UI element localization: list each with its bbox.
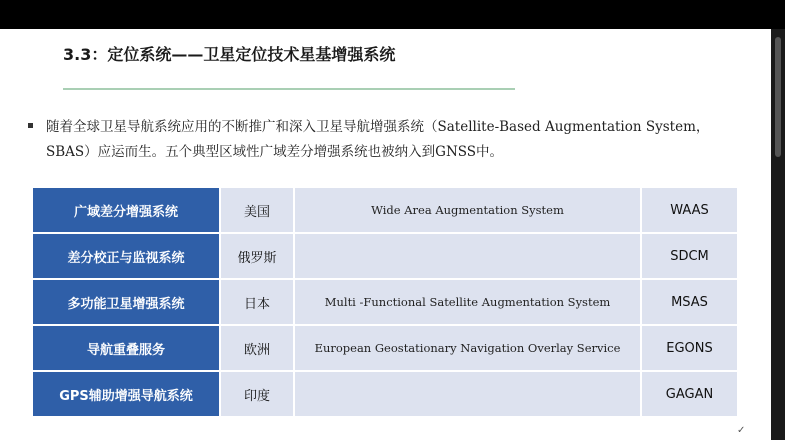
country-cell: 美国 — [220, 188, 294, 233]
country-cell: 欧洲 — [220, 325, 294, 371]
system-name-cell: 多功能卫星增强系统 — [33, 279, 220, 325]
title-underline — [63, 88, 515, 90]
full-name-cell: Wide Area Augmentation System — [294, 188, 641, 233]
abbreviation-cell: SDCM — [641, 233, 737, 279]
abbreviation-cell: EGONS — [641, 325, 737, 371]
table-row — [33, 188, 737, 233]
system-name-cell: 差分校正与监视系统 — [33, 233, 220, 279]
system-name-cell: GPS辅助增强导航系统 — [33, 371, 220, 417]
bullet-text: 随着全球卫星导航系统应用的不断推广和深入卫星导航增强系统（Satellite-Based Augmentation System，SBAS）应运而生。五个典型区域性广域差分增强系统也被纳入到GNSS中。 — [46, 119, 710, 160]
page-corner-icon: ✓ — [737, 425, 746, 436]
abbreviation-cell: MSAS — [641, 279, 737, 325]
slide-title: 3.3：定位系统——卫星定位技术星基增强系统 — [63, 45, 396, 64]
vertical-scrollbar[interactable] — [771, 29, 785, 440]
table-row — [33, 233, 737, 279]
scrollbar-thumb[interactable] — [775, 37, 781, 157]
full-name-cell: Multi -Functional Satellite Augmentation System — [294, 279, 641, 325]
sbas-table — [33, 188, 731, 418]
abbreviation-cell: GAGAN — [641, 371, 737, 417]
table-row — [33, 371, 737, 417]
table-row — [33, 325, 737, 371]
bullet-marker-icon — [28, 123, 33, 128]
full-name-cell: European Geostationary Navigation Overlay Service — [294, 325, 641, 371]
country-cell: 印度 — [220, 371, 294, 417]
table-row — [33, 279, 737, 325]
country-cell: 俄罗斯 — [220, 233, 294, 279]
abbreviation-cell: WAAS — [641, 188, 737, 233]
system-name-cell: 广域差分增强系统 — [33, 188, 220, 233]
slide — [0, 29, 771, 440]
country-cell: 日本 — [220, 279, 294, 325]
full-name-cell — [294, 371, 641, 417]
system-name-cell: 导航重叠服务 — [33, 325, 220, 371]
full-name-cell — [294, 233, 641, 279]
